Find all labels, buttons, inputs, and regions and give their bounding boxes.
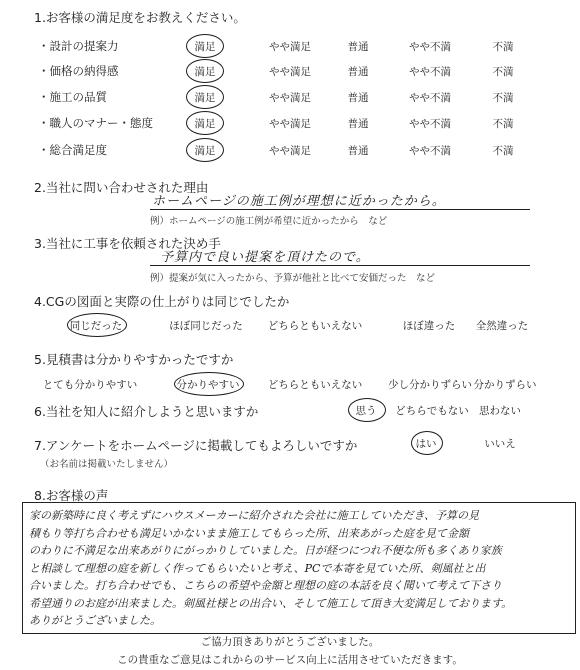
q1-option: 満足 bbox=[194, 66, 216, 78]
q1-option: やや不満 bbox=[409, 118, 451, 130]
q1-option: やや満足 bbox=[269, 92, 311, 104]
q3-answer-underline bbox=[150, 265, 530, 266]
q6-title: 6.当社を知人に紹介しようと思いますか bbox=[34, 404, 259, 419]
q1-option: 普通 bbox=[347, 118, 369, 130]
q4-option: どちらともいえない bbox=[267, 320, 363, 332]
q1-option: 満足 bbox=[194, 41, 216, 53]
q1-row-label: ・施工の品質 bbox=[38, 90, 107, 104]
q1-row-label: ・設計の提案力 bbox=[38, 39, 119, 53]
q1-option: やや不満 bbox=[409, 66, 451, 78]
q1-option: 普通 bbox=[347, 92, 369, 104]
customer-voice-box bbox=[22, 502, 576, 634]
q3-example: 例）提案が気に入ったから、予算が他社と比べて安価だった など bbox=[150, 273, 436, 284]
q8-title: 8.お客様の声 bbox=[34, 488, 109, 503]
q7-note: （お名前は掲載いたしません） bbox=[40, 459, 174, 470]
q1-option: やや満足 bbox=[269, 145, 311, 157]
q6-option: 思う bbox=[355, 405, 377, 417]
q1-title: 1.お客様の満足度をお教えください。 bbox=[34, 10, 246, 25]
q6-option: 思わない bbox=[479, 405, 521, 417]
q2-answer-underline bbox=[150, 209, 530, 210]
q4-option: 全然違った bbox=[475, 320, 529, 332]
selected-circle-mark bbox=[186, 34, 224, 58]
q1-row-label: ・職人のマナー・態度 bbox=[38, 116, 153, 130]
q1-option: 満足 bbox=[194, 118, 216, 130]
q1-option: やや満足 bbox=[269, 66, 311, 78]
selected-circle-mark bbox=[186, 138, 224, 162]
q2-answer: ホームページの施工例が理想に近かったから。 bbox=[152, 194, 446, 209]
selected-circle-mark bbox=[186, 59, 224, 83]
selected-circle-mark bbox=[67, 313, 127, 337]
q4-option: 同じだった bbox=[69, 320, 123, 332]
q1-option: やや不満 bbox=[409, 92, 451, 104]
q1-row-label: ・総合満足度 bbox=[38, 143, 107, 157]
q7-title: 7.アンケートをホームページに掲載してもよろしいですか bbox=[34, 438, 358, 453]
customer-voice-line: 家の新築時に良く考えずにハウスメーカーに紹介された会社に施工していただき、予算の見 bbox=[29, 509, 480, 522]
q5-option: 少し分かりずらい bbox=[388, 379, 472, 391]
selected-circle-mark bbox=[411, 431, 443, 455]
q4-option: ほぼ同じだった bbox=[169, 320, 243, 332]
q1-option: 満足 bbox=[194, 92, 216, 104]
q3-title: 3.当社に工事を依頼された決め手 bbox=[34, 236, 221, 251]
q2-example: 例）ホームページの施工例が希望に近かったから など bbox=[150, 216, 388, 227]
q1-option: やや満足 bbox=[269, 118, 311, 130]
q1-option: 不満 bbox=[492, 41, 514, 53]
q1-option: 普通 bbox=[347, 66, 369, 78]
q1-option: やや満足 bbox=[269, 41, 311, 53]
q1-option: 満足 bbox=[194, 145, 216, 157]
selected-circle-mark bbox=[186, 111, 224, 135]
customer-voice-line: 希望通りのお庭が出来ました。剣風社様との出合い、そして施工して頂き大変満足しております。 bbox=[29, 596, 513, 610]
selected-circle-mark bbox=[174, 372, 244, 396]
q1-option: 不満 bbox=[492, 66, 514, 78]
selected-circle-mark bbox=[348, 398, 386, 422]
q1-option: 不満 bbox=[492, 92, 514, 104]
q2-title: 2.当社に問い合わせされた理由 bbox=[34, 180, 209, 195]
customer-voice-line: のわりに不満足な出来あがりにがっかりしていました。日が経つにつれ不便な所も多くあり家族 bbox=[29, 544, 502, 557]
q7-option: いいえ bbox=[484, 438, 516, 450]
customer-voice-line: と相談して理想の庭を新しく作ってもらいたいと考え、PCで本寄を見ていた所、剣風社と出 bbox=[29, 561, 486, 575]
q7-option: はい bbox=[415, 438, 437, 450]
footer-thanks: ご協力頂きありがとうございました。 bbox=[200, 636, 380, 648]
q1-option: やや不満 bbox=[409, 41, 451, 53]
q5-title: 5.見積書は分かりやすかったですか bbox=[34, 352, 234, 367]
selected-circle-mark bbox=[186, 85, 224, 109]
footer-note: この貴重なご意見はこれからのサービス向上に活用させていただきます。 bbox=[117, 654, 463, 666]
q4-option: ほぼ違った bbox=[402, 320, 456, 332]
q5-option: どちらともいえない bbox=[267, 379, 363, 391]
customer-voice-line: 積もり等打ち合わせも満足いかないまま施工してもらった所、出来あがった庭を見て金額 bbox=[29, 526, 469, 540]
q5-option: 分かりずらい bbox=[473, 379, 537, 391]
q4-title: 4.CGの図面と実際の仕上がりは同じでしたか bbox=[34, 294, 290, 309]
q3-answer: 予算内で良い提案を頂けたので。 bbox=[160, 250, 370, 265]
q1-option: 普通 bbox=[347, 41, 369, 53]
q5-option: 分かりやすい bbox=[176, 379, 240, 391]
q6-option: どちらでもない bbox=[395, 405, 469, 417]
q1-option: 不満 bbox=[492, 118, 514, 130]
customer-voice-line: 合いました。打ち合わせでも、こちらの希望や金額と理想の庭の本話を良く聞いて考えて下さり bbox=[29, 579, 502, 592]
customer-voice-line: ありがとうございました。 bbox=[29, 614, 161, 627]
q1-option: やや不満 bbox=[409, 145, 451, 157]
q1-option: 普通 bbox=[347, 145, 369, 157]
q1-row-label: ・価格の納得感 bbox=[38, 64, 119, 78]
q5-option: とても分かりやすい bbox=[42, 379, 138, 391]
q1-option: 不満 bbox=[492, 145, 514, 157]
